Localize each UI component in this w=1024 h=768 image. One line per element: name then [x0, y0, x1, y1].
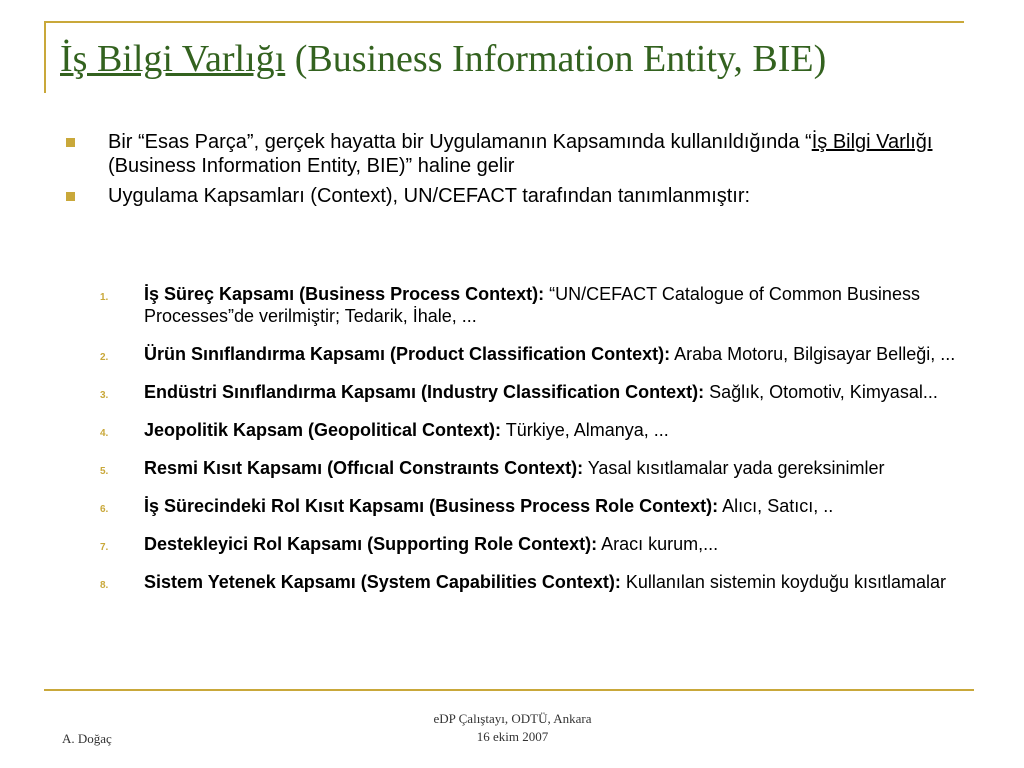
bullet-quote: “ [805, 131, 812, 153]
context-examples: Türkiye, Almanya, ... [501, 420, 669, 440]
context-examples: Aracı kurum,... [597, 534, 719, 554]
square-bullet-icon [66, 192, 75, 201]
bullet-underlined: İş Bilgi Varlığı [811, 131, 933, 153]
footer-event-name: eDP Çalıştayı, ODTÜ, Ankara [433, 711, 592, 726]
footer-author: A. Doğaç [62, 731, 112, 746]
context-name: Sistem Yetenek Kapsamı (System Capabilities Context): [144, 572, 621, 592]
slide-title [60, 36, 1000, 82]
item-number: 4. [100, 428, 109, 439]
context-item [100, 419, 970, 441]
footer-date: 16 ekim 2007 [476, 729, 549, 744]
context-examples: Alıcı, Satıcı, .. [718, 496, 834, 516]
bullet-text-2: (Business Information Entity, BIE)” haline gelir [108, 155, 515, 177]
context-name: Jeopolitik Kapsam (Geopolitical Context): [144, 420, 502, 440]
top-rule [44, 21, 964, 23]
item-number: 5. [100, 466, 109, 477]
item-number: 3. [100, 390, 109, 401]
context-list [100, 283, 970, 609]
bullet-item [60, 130, 970, 178]
item-number: 8. [100, 580, 109, 591]
square-bullet-icon [66, 138, 75, 147]
item-number: 1. [100, 292, 109, 303]
left-rule [44, 21, 46, 93]
context-item [100, 283, 970, 327]
context-item [100, 457, 970, 479]
footer-event [390, 710, 635, 746]
context-name: Resmi Kısıt Kapsamı (Offıcıal Constraınts Context): [144, 458, 584, 478]
context-item [100, 533, 970, 555]
context-item [100, 571, 970, 593]
context-examples: Kullanılan sistemin koyduğu kısıtlamalar [620, 572, 946, 592]
context-examples: Sağlık, Otomotiv, Kimyasal... [704, 382, 938, 402]
context-name: Destekleyici Rol Kapsamı (Supporting Role Context): [144, 534, 598, 554]
context-examples: Araba Motoru, Bilgisayar Belleği, ... [670, 344, 956, 364]
bullet-text: Bir “Esas Parça”, gerçek hayatta bir Uygulamanın Kapsamında kullanıldığında [108, 131, 806, 153]
context-examples: “UN/CEFACT Catalogue of Common Business Processes”de verilmiştir; Tedarik, İhale, ... [144, 284, 920, 326]
context-item [100, 343, 970, 365]
context-name: İş Sürecindeki Rol Kısıt Kapsamı (Business Process Role Context): [144, 496, 719, 516]
context-item [100, 381, 970, 403]
item-number: 7. [100, 542, 109, 553]
bullet-text: Uygulama Kapsamları (Context), UN/CEFACT tarafından tanımlanmıştır: [108, 185, 751, 207]
item-number: 6. [100, 504, 109, 515]
bullet-list [60, 130, 970, 214]
context-name: Ürün Sınıflandırma Kapsamı (Product Classification Context): [144, 344, 671, 364]
context-examples: Yasal kısıtlamalar yada gereksinimler [583, 458, 885, 478]
context-item [100, 495, 970, 517]
title-rest: (Business Information Entity, BIE) [285, 38, 827, 80]
context-name: İş Süreç Kapsamı (Business Process Context): [144, 284, 545, 304]
item-number: 2. [100, 352, 109, 363]
context-name: Endüstri Sınıflandırma Kapsamı (Industry Classification Context): [144, 382, 705, 402]
title-underlined: İş Bilgi Varlığı [60, 38, 286, 80]
bullet-item [60, 184, 970, 208]
bottom-rule [44, 689, 974, 691]
